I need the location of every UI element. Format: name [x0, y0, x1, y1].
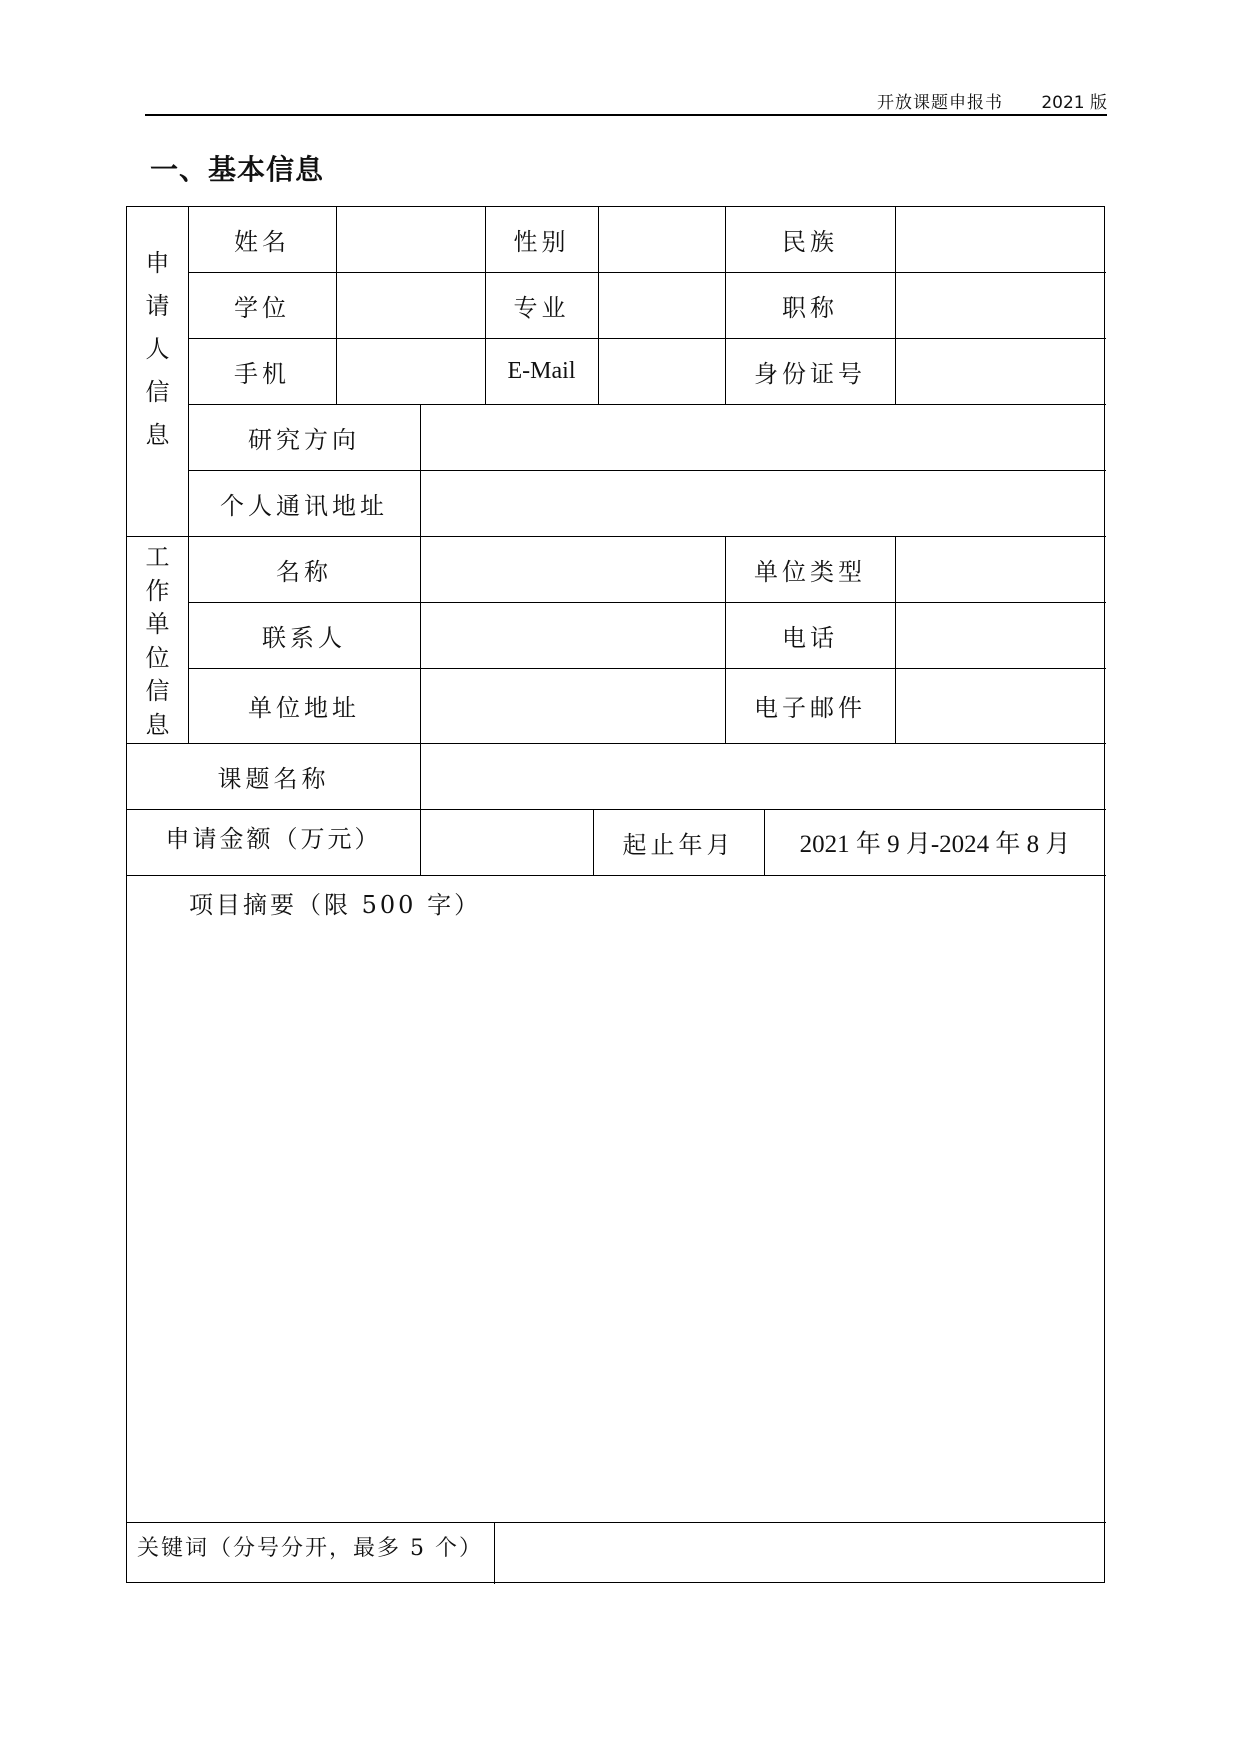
contact-person-label: 联系人 [262, 623, 346, 652]
workplace-address-field[interactable] [420, 668, 725, 743]
workplace-group-char: 息 [145, 710, 170, 739]
degree-field[interactable] [336, 272, 485, 338]
name-field[interactable] [336, 207, 485, 272]
amount-label: 申请金额（万元） [165, 825, 382, 853]
major-field[interactable] [598, 272, 725, 338]
id-number-label: 身份证号 [754, 359, 866, 388]
applicant-group-char: 息 [145, 421, 170, 449]
workplace-group-label [127, 545, 188, 737]
email-field[interactable] [598, 338, 725, 404]
gender-label: 性别 [513, 228, 570, 256]
workplace-type-field[interactable] [895, 536, 1106, 602]
id-number-field[interactable] [895, 338, 1106, 404]
gender-field[interactable] [598, 207, 725, 272]
project-title-field[interactable] [420, 743, 1106, 809]
personal-address-field[interactable] [420, 470, 1106, 536]
workplace-email-field[interactable] [895, 668, 1106, 743]
period-label: 起止年月 [622, 830, 735, 859]
keywords-field[interactable] [494, 1522, 1106, 1584]
applicant-group-char: 请 [145, 292, 170, 320]
workplace-group-char: 位 [145, 643, 170, 672]
workplace-group-char: 作 [145, 576, 170, 605]
research-direction-label: 研究方向 [248, 425, 360, 454]
title-label: 职称 [782, 293, 838, 322]
keywords-label: 关键词（分号分开，最多 5 个） [137, 1536, 483, 1561]
major-label: 专业 [513, 293, 570, 322]
phone-field[interactable] [895, 602, 1106, 668]
contact-person-field[interactable] [420, 602, 725, 668]
period-value: 2021 年 9 月-2024 年 8 月 [799, 831, 1071, 858]
name-label: 姓名 [234, 228, 290, 256]
email-label: E-Mail [507, 357, 576, 384]
page-header [145, 86, 1107, 116]
workplace-address-label: 单位地址 [248, 694, 360, 722]
workplace-name-label: 名称 [276, 557, 332, 586]
workplace-email-label: 电子邮件 [754, 694, 866, 722]
project-title-label: 课题名称 [217, 764, 330, 793]
workplace-group-char: 单 [145, 610, 170, 639]
section-title: 一、基本信息 [150, 153, 325, 186]
basic-info-table [126, 206, 1105, 1583]
research-direction-field[interactable] [420, 404, 1106, 470]
degree-label: 学位 [234, 293, 290, 322]
workplace-type-label: 单位类型 [754, 557, 866, 586]
abstract-label: 项目摘要（限 500 字） [189, 891, 482, 919]
title-field[interactable] [895, 272, 1106, 338]
header-version: 2021 版 [1041, 93, 1107, 113]
workplace-name-field[interactable] [420, 536, 725, 602]
header-document-name: 开放课题申报书 [877, 93, 1003, 113]
workplace-group-char: 工 [145, 543, 170, 571]
phone-label: 电话 [782, 623, 838, 652]
mobile-label: 手机 [234, 359, 290, 388]
mobile-field[interactable] [336, 338, 485, 404]
workplace-group-char: 信 [145, 677, 170, 706]
personal-address-label: 个人通讯地址 [220, 491, 388, 520]
applicant-group-label [127, 251, 188, 447]
ethnicity-field[interactable] [895, 207, 1106, 272]
applicant-group-char: 信 [145, 378, 170, 406]
ethnicity-label: 民族 [782, 228, 838, 256]
applicant-group-char: 申 [145, 249, 170, 277]
abstract-field[interactable] [127, 919, 1106, 1519]
amount-field[interactable] [420, 809, 593, 875]
applicant-group-char: 人 [145, 335, 170, 363]
